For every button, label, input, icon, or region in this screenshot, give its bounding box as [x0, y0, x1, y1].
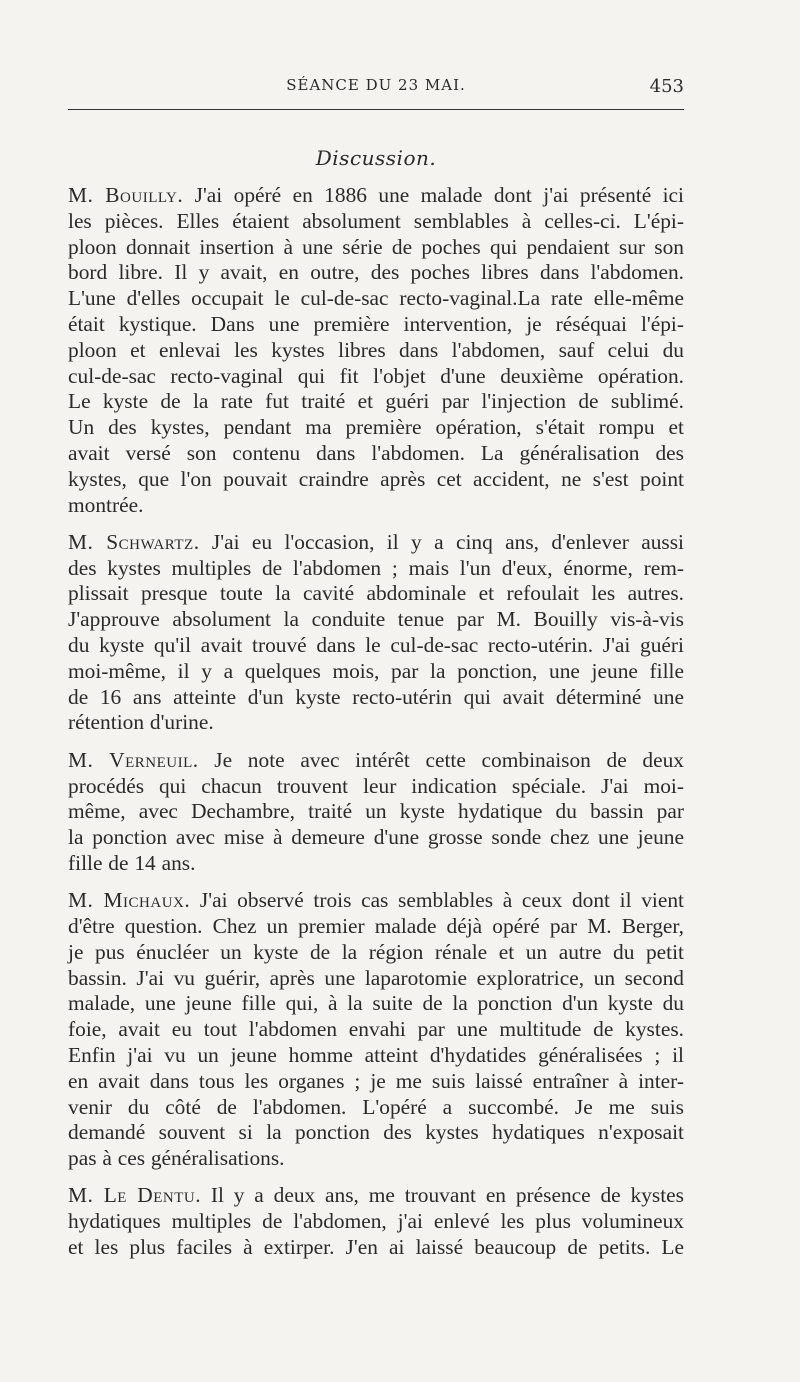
- text-line: ploon donnait insertion à une série de poches qui pendaient sur son: [68, 234, 684, 259]
- text-line: plissait presque toute la cavité abdominale et refoulait les autres.: [68, 581, 684, 606]
- text-line: bassin. J'ai vu guérir, après une laparotomie exploratrice, un second: [68, 965, 684, 990]
- text-line: [68, 530, 684, 556]
- page-header: [68, 76, 684, 102]
- text-line: fille de 14 ans.: [68, 850, 196, 875]
- text-line: J'approuve absolument la conduite tenue par M. Bouilly vis-à-vis: [68, 607, 684, 632]
- text-line: Le kyste de la rate fut traité et guéri par l'injection de sublimé.: [68, 389, 684, 414]
- text-line: des kystes multiples de l'abdomen ; mais l'un d'eux, énorme, rem-: [68, 555, 684, 580]
- speaker-name: M. Bouilly.: [68, 183, 184, 207]
- text-line: montrée.: [68, 492, 144, 517]
- text-line: même, avec Dechambre, traité un kyste hydatique du bassin par: [68, 799, 684, 824]
- line-text: Je note avec intérêt cette combinaison de deux: [198, 747, 684, 772]
- text-line: moi-même, il y a quelques mois, par la ponction, une jeune fille: [68, 658, 684, 683]
- page-number: 453: [649, 76, 684, 97]
- paragraph-bouilly: [68, 183, 684, 518]
- text-line: hydatiques multiples de l'abdomen, j'ai enlevé les plus volumineux: [68, 1209, 684, 1234]
- text-line: et les plus faciles à extirper. J'en ai laissé beaucoup de petits. Le: [68, 1235, 684, 1260]
- text-line: kystes, que l'on pouvait craindre après cet accident, ne s'est point: [68, 466, 684, 491]
- paragraph-michaux: [68, 888, 684, 1172]
- text-line: cul-de-sac recto-vaginal qui fit l'objet d'une deuxième opération.: [68, 363, 684, 388]
- text-line: venir du côté de l'abdomen. L'opéré a succombé. Je me suis: [68, 1094, 684, 1119]
- text-line: les pièces. Elles étaient absolument semblables à celles-ci. L'épi-: [68, 208, 684, 233]
- text-line: bord libre. Il y avait, en outre, des poches libres dans l'abdomen.: [68, 260, 684, 285]
- running-head: SÉANCE DU 23 MAI.: [286, 76, 466, 94]
- text-line: foie, avait eu tout l'abdomen envahi par une multitude de kystes.: [68, 1017, 684, 1042]
- speaker-name: M. Schwartz.: [68, 529, 200, 554]
- text-line: du kyste qu'il avait trouvé dans le cul-de-sac recto-utérin. J'ai guéri: [68, 633, 684, 658]
- text-line: malade, une jeune fille qui, à la suite de la ponction d'un kyste du: [68, 991, 684, 1016]
- line-text: J'ai eu l'occasion, il y a cinq ans, d'enlever aussi: [199, 529, 684, 554]
- text-line: [68, 888, 684, 914]
- text-line: [68, 1183, 684, 1209]
- speaker-name: M. Michaux.: [68, 888, 191, 913]
- text-line: Enfin j'ai vu un jeune homme atteint d'hydatides généralisées ; il: [68, 1043, 684, 1067]
- paragraph-le-dentu: [68, 1183, 684, 1260]
- section-title: Discussion.: [315, 146, 437, 170]
- text-line: la ponction avec mise à demeure d'une grosse sonde chez une jeune: [68, 825, 684, 850]
- text-line: était kystique. Dans une première intervention, je réséquai l'épi-: [68, 311, 684, 336]
- speaker-name: M. Le Dentu.: [68, 1183, 202, 1208]
- header-rule: [68, 109, 684, 110]
- paragraph-schwartz: [68, 530, 684, 736]
- text-line: [68, 748, 684, 774]
- paragraph-verneuil: [68, 748, 684, 877]
- text-line: pas à ces généralisations.: [68, 1146, 285, 1171]
- text-line: procédés qui chacun trouvent leur indication spéciale. J'ai moi-: [68, 773, 684, 798]
- speaker-name: M. Verneuil.: [68, 747, 199, 772]
- text-line: de 16 ans atteinte d'un kyste recto-utérin qui avait déterminé une: [68, 684, 684, 709]
- line-text: J'ai observé trois cas semblables à ceux dont il vient: [190, 888, 684, 913]
- text-line: rétention d'urine.: [68, 710, 214, 735]
- text-line: en avait dans tous les organes ; je me suis laissé entraîner à inter-: [68, 1068, 684, 1093]
- text-line: L'une d'elles occupait le cul-de-sac recto-vaginal.La rate elle-même: [68, 286, 684, 311]
- text-line: Un des kystes, pendant ma première opération, s'était rompu et: [68, 415, 684, 440]
- body-text: [68, 183, 684, 1272]
- text-line: demandé souvent si la ponction des kystes hydatiques n'exposait: [68, 1120, 684, 1145]
- text-line: [68, 183, 684, 209]
- line-text: Il y a deux ans, me trouvant en présence de kystes: [201, 1183, 684, 1208]
- line-text: J'ai opéré en 1886 une malade dont j'ai présenté ici: [183, 183, 684, 207]
- text-line: avait versé son contenu dans l'abdomen. La généralisation des: [68, 440, 684, 465]
- text-line: d'être question. Chez un premier malade déjà opéré par M. Berger,: [68, 914, 684, 939]
- text-line: ploon et enlevai les kystes libres dans l'abdomen, sauf celui du: [68, 337, 684, 362]
- text-line: je pus énucléer un kyste de la région rénale et un autre du petit: [68, 939, 684, 964]
